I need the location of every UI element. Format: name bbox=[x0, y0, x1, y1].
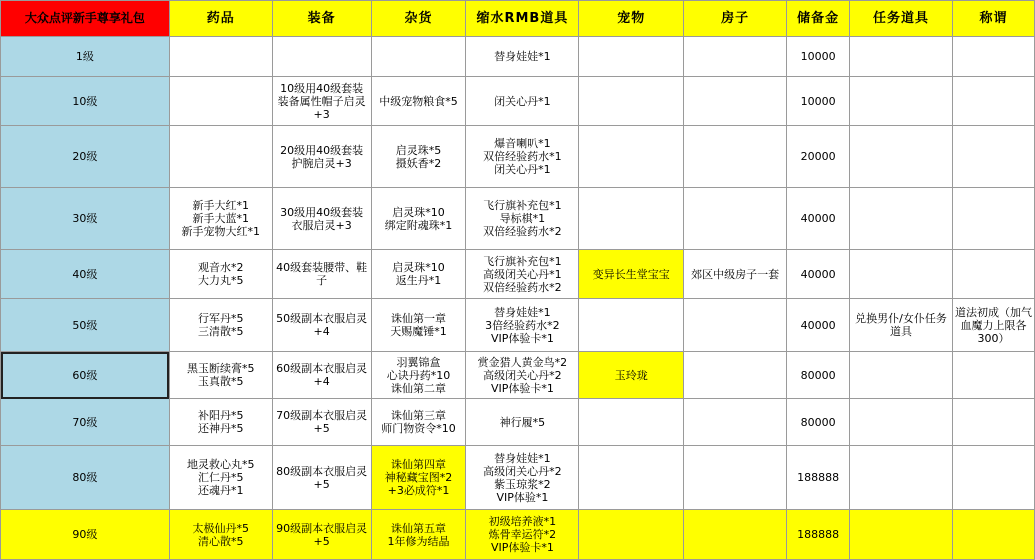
misc-cell[interactable]: 诛仙第五章 1年修为结晶 bbox=[371, 510, 466, 560]
quest-item-cell[interactable] bbox=[850, 510, 953, 560]
rmb-item-cell[interactable]: 爆音喇叭*1 双倍经验药水*1 闭关心丹*1 bbox=[466, 126, 579, 188]
level-cell[interactable]: 1级 bbox=[1, 37, 170, 77]
pet-cell[interactable] bbox=[579, 37, 684, 77]
honor-cell[interactable] bbox=[952, 188, 1034, 250]
header-row bbox=[1, 1, 1035, 37]
level-cell[interactable]: 80级 bbox=[1, 446, 170, 510]
misc-cell[interactable]: 启灵珠*10 返生丹*1 bbox=[371, 250, 466, 299]
level-cell-selected[interactable]: 60级 bbox=[1, 352, 170, 399]
house-cell[interactable] bbox=[684, 77, 787, 126]
house-cell[interactable]: 郊区中级房子一套 bbox=[684, 250, 787, 299]
table-row bbox=[1, 250, 1035, 299]
quest-item-cell[interactable] bbox=[850, 77, 953, 126]
header-cell-reserve-gold[interactable]: 储备金 bbox=[787, 1, 850, 37]
rmb-item-cell[interactable]: 闭关心丹*1 bbox=[466, 77, 579, 126]
pet-cell[interactable] bbox=[579, 446, 684, 510]
pet-cell[interactable] bbox=[579, 188, 684, 250]
equipment-cell[interactable]: 30级用40级套装衣服启灵+3 bbox=[272, 188, 371, 250]
header-cell-quest-items[interactable]: 任务道具 bbox=[850, 1, 953, 37]
house-cell[interactable] bbox=[684, 399, 787, 446]
table-row bbox=[1, 37, 1035, 77]
pet-cell[interactable]: 变异长生堂宝宝 bbox=[579, 250, 684, 299]
pet-cell[interactable] bbox=[579, 510, 684, 560]
header-cell-equipment[interactable]: 装备 bbox=[272, 1, 371, 37]
rmb-item-cell[interactable]: 替身娃娃*1 高级闭关心丹*2 紫玉琼浆*2 VIP体验*1 bbox=[466, 446, 579, 510]
medicine-cell[interactable]: 新手大红*1 新手大蓝*1 新手宠物大红*1 bbox=[169, 188, 272, 250]
equipment-cell[interactable]: 70级副本衣服启灵+5 bbox=[272, 399, 371, 446]
medicine-cell[interactable]: 地灵救心丸*5 汇仁丹*5 还魂丹*1 bbox=[169, 446, 272, 510]
table-row bbox=[1, 188, 1035, 250]
reserve-gold-cell[interactable]: 188888 bbox=[787, 446, 850, 510]
rmb-item-cell[interactable]: 替身娃娃*1 bbox=[466, 37, 579, 77]
medicine-cell[interactable]: 补阳丹*5 还神丹*5 bbox=[169, 399, 272, 446]
reserve-gold-cell[interactable]: 188888 bbox=[787, 510, 850, 560]
house-cell[interactable] bbox=[684, 126, 787, 188]
honor-cell[interactable] bbox=[952, 250, 1034, 299]
honor-cell[interactable] bbox=[952, 446, 1034, 510]
header-cell-house[interactable]: 房子 bbox=[684, 1, 787, 37]
reserve-gold-cell[interactable]: 40000 bbox=[787, 188, 850, 250]
misc-cell[interactable] bbox=[371, 37, 466, 77]
house-cell[interactable] bbox=[684, 37, 787, 77]
medicine-cell[interactable]: 黑玉断续膏*5 玉真散*5 bbox=[169, 352, 272, 399]
medicine-cell[interactable]: 行军丹*5 三清散*5 bbox=[169, 299, 272, 352]
level-cell[interactable]: 30级 bbox=[1, 188, 170, 250]
header-cell-medicine[interactable]: 药品 bbox=[169, 1, 272, 37]
house-cell[interactable] bbox=[684, 446, 787, 510]
honor-cell[interactable] bbox=[952, 399, 1034, 446]
pet-cell[interactable] bbox=[579, 299, 684, 352]
level-cell[interactable]: 90级 bbox=[1, 510, 170, 560]
rmb-item-cell[interactable]: 神行履*5 bbox=[466, 399, 579, 446]
pet-cell[interactable] bbox=[579, 126, 684, 188]
quest-item-cell[interactable] bbox=[850, 37, 953, 77]
rmb-item-cell[interactable]: 赏金猎人黄金鸟*2 高级闭关心丹*2 VIP体验卡*1 bbox=[466, 352, 579, 399]
house-cell[interactable] bbox=[684, 299, 787, 352]
quest-item-cell[interactable] bbox=[850, 250, 953, 299]
reserve-gold-cell[interactable]: 10000 bbox=[787, 77, 850, 126]
quest-item-cell[interactable]: 兑换男仆/女仆任务道具 bbox=[850, 299, 953, 352]
table-row bbox=[1, 77, 1035, 126]
misc-cell[interactable]: 羽翼锦盒 心诀丹药*10 诛仙第二章 bbox=[371, 352, 466, 399]
medicine-cell[interactable]: 太极仙丹*5 清心散*5 bbox=[169, 510, 272, 560]
pet-cell[interactable]: 玉玲珑 bbox=[579, 352, 684, 399]
house-cell[interactable] bbox=[684, 352, 787, 399]
header-cell-rmb-items[interactable]: 缩水RMB道具 bbox=[466, 1, 579, 37]
equipment-cell[interactable]: 90级副本衣服启灵+5 bbox=[272, 510, 371, 560]
house-cell[interactable] bbox=[684, 510, 787, 560]
header-cell-title-honor[interactable]: 称谓 bbox=[952, 1, 1034, 37]
equipment-cell[interactable]: 10级用40级套装装备属性帽子启灵+3 bbox=[272, 77, 371, 126]
equipment-cell[interactable]: 50级副本衣服启灵+4 bbox=[272, 299, 371, 352]
reserve-gold-cell[interactable]: 40000 bbox=[787, 299, 850, 352]
level-cell[interactable]: 50级 bbox=[1, 299, 170, 352]
pet-cell[interactable] bbox=[579, 77, 684, 126]
table-row bbox=[1, 510, 1035, 560]
level-cell[interactable]: 70级 bbox=[1, 399, 170, 446]
rmb-item-cell[interactable]: 初级培养液*1 炼骨幸运符*2 VIP体验卡*1 bbox=[466, 510, 579, 560]
table-row bbox=[1, 126, 1035, 188]
honor-cell[interactable] bbox=[952, 510, 1034, 560]
misc-cell[interactable]: 启灵珠*5 摄妖香*2 bbox=[371, 126, 466, 188]
header-cell-misc[interactable]: 杂货 bbox=[371, 1, 466, 37]
rmb-item-cell[interactable]: 飞行旗补充包*1 导标棋*1 双倍经验药水*2 bbox=[466, 188, 579, 250]
equipment-cell[interactable] bbox=[272, 37, 371, 77]
reserve-gold-cell[interactable]: 40000 bbox=[787, 250, 850, 299]
misc-cell[interactable]: 诛仙第一章 天赐魔锤*1 bbox=[371, 299, 466, 352]
rmb-item-cell[interactable]: 飞行旗补充包*1 高级闭关心丹*1 双倍经验药水*2 bbox=[466, 250, 579, 299]
honor-cell[interactable] bbox=[952, 77, 1034, 126]
equipment-cell[interactable]: 40级套装腰带、鞋子 bbox=[272, 250, 371, 299]
rmb-item-cell[interactable]: 替身娃娃*1 3倍经验药水*2 VIP体验卡*1 bbox=[466, 299, 579, 352]
misc-cell[interactable]: 中级宠物粮食*5 bbox=[371, 77, 466, 126]
reserve-gold-cell[interactable]: 20000 bbox=[787, 126, 850, 188]
quest-item-cell[interactable] bbox=[850, 446, 953, 510]
equipment-cell[interactable]: 60级副本衣服启灵+4 bbox=[272, 352, 371, 399]
reserve-gold-cell[interactable]: 80000 bbox=[787, 399, 850, 446]
medicine-cell[interactable] bbox=[169, 37, 272, 77]
reserve-gold-cell[interactable]: 80000 bbox=[787, 352, 850, 399]
honor-cell[interactable] bbox=[952, 352, 1034, 399]
pet-cell[interactable] bbox=[579, 399, 684, 446]
honor-cell[interactable] bbox=[952, 126, 1034, 188]
level-cell[interactable]: 40级 bbox=[1, 250, 170, 299]
table-row bbox=[1, 299, 1035, 352]
equipment-cell[interactable]: 20级用40级套装护腕启灵+3 bbox=[272, 126, 371, 188]
medicine-cell[interactable] bbox=[169, 77, 272, 126]
house-cell[interactable] bbox=[684, 188, 787, 250]
table-row bbox=[1, 399, 1035, 446]
table-row bbox=[1, 446, 1035, 510]
level-cell[interactable]: 10级 bbox=[1, 77, 170, 126]
honor-cell[interactable] bbox=[952, 37, 1034, 77]
quest-item-cell[interactable] bbox=[850, 126, 953, 188]
quest-item-cell[interactable] bbox=[850, 352, 953, 399]
medicine-cell[interactable]: 观音水*2 大力丸*5 bbox=[169, 250, 272, 299]
misc-cell[interactable]: 诛仙第四章 神秘藏宝图*2 +3必成符*1 bbox=[371, 446, 466, 510]
equipment-cell[interactable]: 80级副本衣服启灵+5 bbox=[272, 446, 371, 510]
quest-item-cell[interactable] bbox=[850, 399, 953, 446]
header-cell-title[interactable]: 大众点评新手尊享礼包 bbox=[1, 1, 170, 37]
header-cell-pet[interactable]: 宠物 bbox=[579, 1, 684, 37]
medicine-cell[interactable] bbox=[169, 126, 272, 188]
honor-cell[interactable]: 道法初成（加气血魔力上限各300） bbox=[952, 299, 1034, 352]
misc-cell[interactable]: 诛仙第三章 师门物资令*10 bbox=[371, 399, 466, 446]
table-row bbox=[1, 352, 1035, 399]
quest-item-cell[interactable] bbox=[850, 188, 953, 250]
level-cell[interactable]: 20级 bbox=[1, 126, 170, 188]
reserve-gold-cell[interactable]: 10000 bbox=[787, 37, 850, 77]
misc-cell[interactable]: 启灵珠*10 绑定附魂珠*1 bbox=[371, 188, 466, 250]
